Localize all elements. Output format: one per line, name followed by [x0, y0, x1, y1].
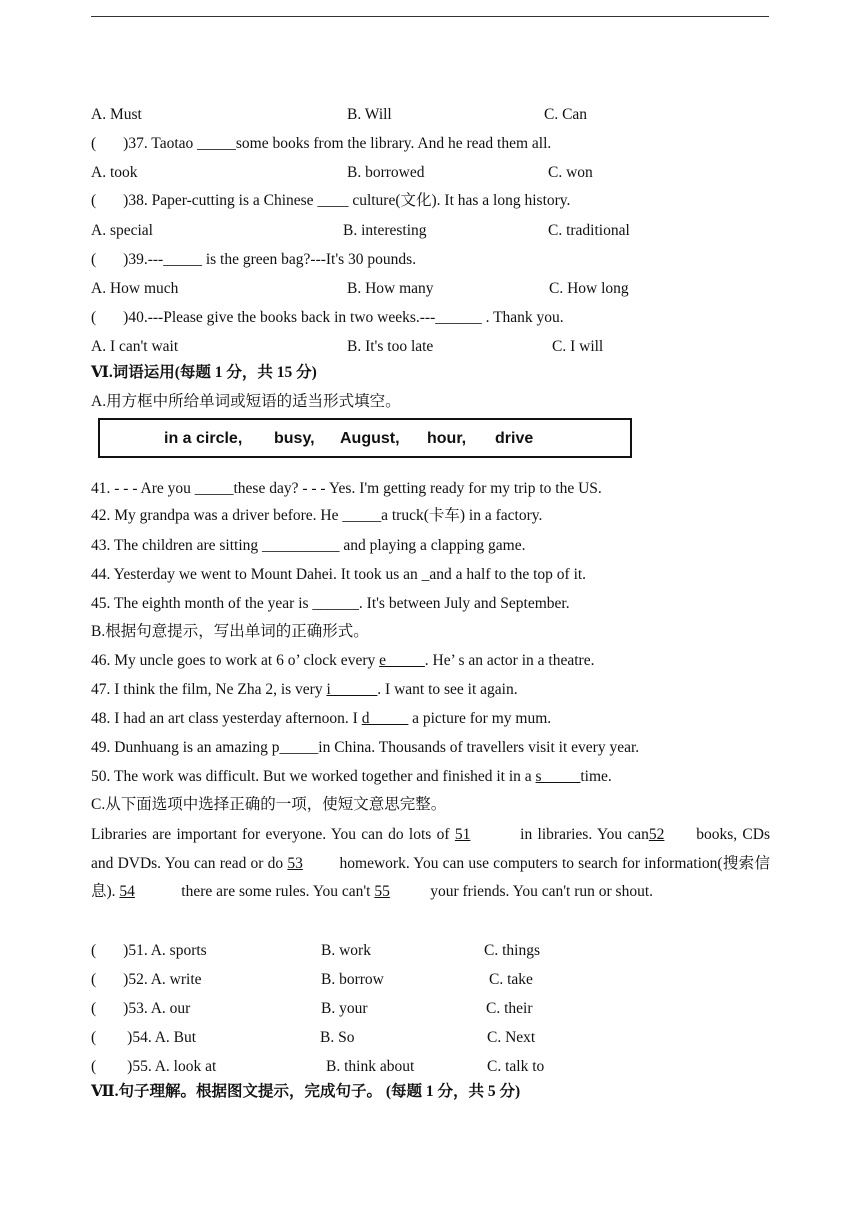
- question-text: and playing a clapping game.: [339, 537, 526, 554]
- question-text: 47. I think the film, Ne Zha 2, is very: [91, 681, 327, 698]
- question-number: )37. Taotao: [123, 135, 198, 152]
- passage-text: in libraries. You can: [514, 826, 649, 843]
- question-text: time.: [580, 768, 612, 785]
- answer-blank[interactable]: __________: [262, 537, 340, 554]
- option-a: )51. A. sports: [123, 942, 207, 959]
- answer-blank[interactable]: e_____: [379, 652, 425, 669]
- passage-text: books, CDs and DVDs. You can read or do: [91, 826, 770, 872]
- q52-option-b: B. borrow: [321, 971, 384, 988]
- answer-paren: (: [91, 1058, 97, 1075]
- q38-option-c: C. traditional: [548, 222, 630, 239]
- question-49: [91, 738, 639, 758]
- section-7-title: Ⅶ.句子理解。根据图文提示，完成句子。 (每题 1 分，共 5 分): [91, 1083, 521, 1100]
- blank-52[interactable]: 52: [648, 826, 665, 843]
- question-text: is the green bag?---It's 30 pounds.: [201, 251, 417, 268]
- passage-text: homework. You can use computers to search for information(搜索信息).: [91, 854, 770, 900]
- part-a-instruction: A.用方框中所给单词或短语的适当形式填空。: [91, 393, 401, 410]
- question-text: 44. Yesterday we went to Mount Dahei. It took us an: [91, 566, 422, 583]
- question-39: [91, 250, 416, 270]
- answer-blank[interactable]: d_____: [361, 710, 409, 727]
- question-52: [91, 970, 202, 990]
- q36-option-b: B. Will: [347, 106, 392, 123]
- header-rule: [91, 16, 769, 17]
- question-text: culture(文化). It has a long history.: [348, 192, 571, 209]
- answer-blank[interactable]: _____: [163, 251, 202, 268]
- blank-55[interactable]: 55: [374, 883, 390, 900]
- part-b-instruction: B.根据句意提示，写出单词的正确形式。: [91, 623, 369, 640]
- question-text: 45. The eighth month of the year is: [91, 595, 313, 612]
- blank-53[interactable]: 53: [287, 854, 303, 872]
- q39-option-c: C. How long: [549, 280, 629, 297]
- answer-blank[interactable]: ______: [435, 309, 482, 326]
- part-c-instruction: C.从下面选项中选择正确的一项，使短文意思完整。: [91, 796, 447, 813]
- question-47: [91, 680, 518, 700]
- question-55: [91, 1057, 216, 1077]
- question-text: 42. My grandpa was a driver before. He: [91, 507, 343, 524]
- question-text: )38. Paper-cutting is a Chinese: [123, 192, 318, 209]
- passage-text: Libraries are important for everyone. You can do lots of: [91, 826, 455, 843]
- q55-option-b: B. think about: [326, 1058, 415, 1075]
- question-text: a truck(卡车) in a factory.: [381, 507, 543, 524]
- option-a: )52. A. write: [123, 971, 202, 988]
- q36-option-c: C. Can: [544, 106, 588, 123]
- answer-paren: (: [91, 135, 97, 152]
- q53-option-c: C. their: [486, 1000, 533, 1017]
- q40-option-a: A. I can't wait: [91, 338, 179, 355]
- question-text: . Thank you.: [481, 309, 564, 326]
- q38-option-b: B. interesting: [343, 222, 427, 239]
- question-text: . I want to see it again.: [377, 681, 518, 698]
- word-box-item: busy,: [274, 430, 315, 447]
- q55-option-c: C. talk to: [487, 1058, 545, 1075]
- q40-option-c: C. I will: [552, 338, 604, 355]
- question-text: these day? - - - Yes. I'm getting ready for my trip to the US.: [233, 480, 602, 497]
- question-text: . It's between July and September.: [358, 595, 570, 612]
- question-53: [91, 999, 190, 1019]
- answer-blank[interactable]: i______: [326, 681, 378, 698]
- question-50: [91, 767, 612, 787]
- answer-blank[interactable]: _: [421, 566, 430, 583]
- section-6-title: Ⅵ.词语运用(每题 1 分，共 15 分): [91, 364, 317, 381]
- question-42: [91, 506, 542, 526]
- q37-option-a: A. took: [91, 164, 138, 181]
- reading-passage: [91, 821, 770, 907]
- question-48: [91, 709, 551, 729]
- q37-option-c: C. won: [548, 164, 593, 181]
- question-text: 50. The work was difficult. But we worked together and finished it in a: [91, 768, 536, 785]
- q52-option-c: C. take: [489, 971, 533, 988]
- q39-option-a: A. How much: [91, 280, 179, 297]
- question-43: [91, 536, 525, 556]
- word-box: [98, 418, 632, 458]
- question-46: [91, 651, 594, 671]
- question-text: and a half to the top of it.: [429, 566, 587, 583]
- q51-option-c: C. things: [484, 942, 540, 959]
- answer-blank[interactable]: _____: [197, 135, 236, 152]
- answer-paren: (: [91, 971, 97, 988]
- q39-option-b: B. How many: [347, 280, 434, 297]
- question-text: some books from the library. And he read them all.: [235, 135, 552, 152]
- passage-text: there are some rules. You can't: [177, 883, 375, 900]
- question-38: [91, 191, 570, 211]
- word-box-item: in a circle,: [164, 430, 243, 447]
- question-text: 48. I had an art class yesterday afternoon. I: [91, 710, 362, 727]
- word-box-item: drive: [495, 430, 534, 447]
- question-41: [91, 479, 602, 499]
- question-37: [91, 134, 551, 154]
- question-text: 41. - - - Are you: [91, 480, 195, 497]
- q40-option-b: B. It's too late: [347, 338, 434, 355]
- q37-option-b: B. borrowed: [347, 164, 425, 181]
- question-text: 46. My uncle goes to work at 6 o’ clock every: [91, 652, 380, 669]
- answer-paren: (: [91, 251, 97, 268]
- answer-blank[interactable]: _____: [194, 480, 234, 497]
- question-54: [91, 1028, 196, 1048]
- option-a: )55. A. look at: [127, 1058, 217, 1075]
- question-text: )40.---Please give the books back in two weeks.---: [123, 309, 436, 326]
- answer-blank[interactable]: s_____: [535, 768, 581, 785]
- question-text: in China. Thousands of travellers visit it every year.: [318, 739, 640, 756]
- q51-option-b: B. work: [321, 942, 371, 959]
- blank-51[interactable]: 51: [454, 826, 471, 843]
- question-44: [91, 565, 586, 585]
- q36-option-a: A. Must: [91, 106, 142, 123]
- blank-54[interactable]: 54: [119, 883, 135, 900]
- answer-paren: (: [91, 942, 97, 959]
- question-text: a picture for my mum.: [408, 710, 552, 727]
- answer-blank[interactable]: _____: [279, 739, 319, 756]
- q53-option-b: B. your: [321, 1000, 368, 1017]
- question-text: 43. The children are sitting: [91, 537, 263, 554]
- question-40: [91, 308, 564, 328]
- question-51: [91, 941, 207, 961]
- answer-blank[interactable]: ____: [317, 192, 349, 209]
- question-45: [91, 594, 570, 614]
- answer-blank[interactable]: ______: [312, 595, 359, 612]
- word-box-item: August,: [340, 430, 400, 447]
- question-text: . He’ s an actor in a theatre.: [424, 652, 595, 669]
- q54-option-c: C. Next: [487, 1029, 536, 1046]
- option-a: )54. A. But: [127, 1029, 197, 1046]
- word-box-item: hour,: [427, 430, 467, 447]
- q38-option-a: A. special: [91, 222, 153, 239]
- passage-text: your friends. You can't run or shout.: [426, 883, 654, 900]
- answer-paren: (: [91, 1029, 97, 1046]
- question-text: 49. Dunhuang is an amazing p: [91, 739, 280, 756]
- question-text: )39.---: [123, 251, 164, 268]
- answer-blank[interactable]: _____: [342, 507, 382, 524]
- answer-paren: (: [91, 309, 97, 326]
- answer-paren: (: [91, 192, 97, 209]
- q54-option-b: B. So: [320, 1029, 355, 1046]
- answer-paren: (: [91, 1000, 97, 1017]
- option-a: )53. A. our: [123, 1000, 191, 1017]
